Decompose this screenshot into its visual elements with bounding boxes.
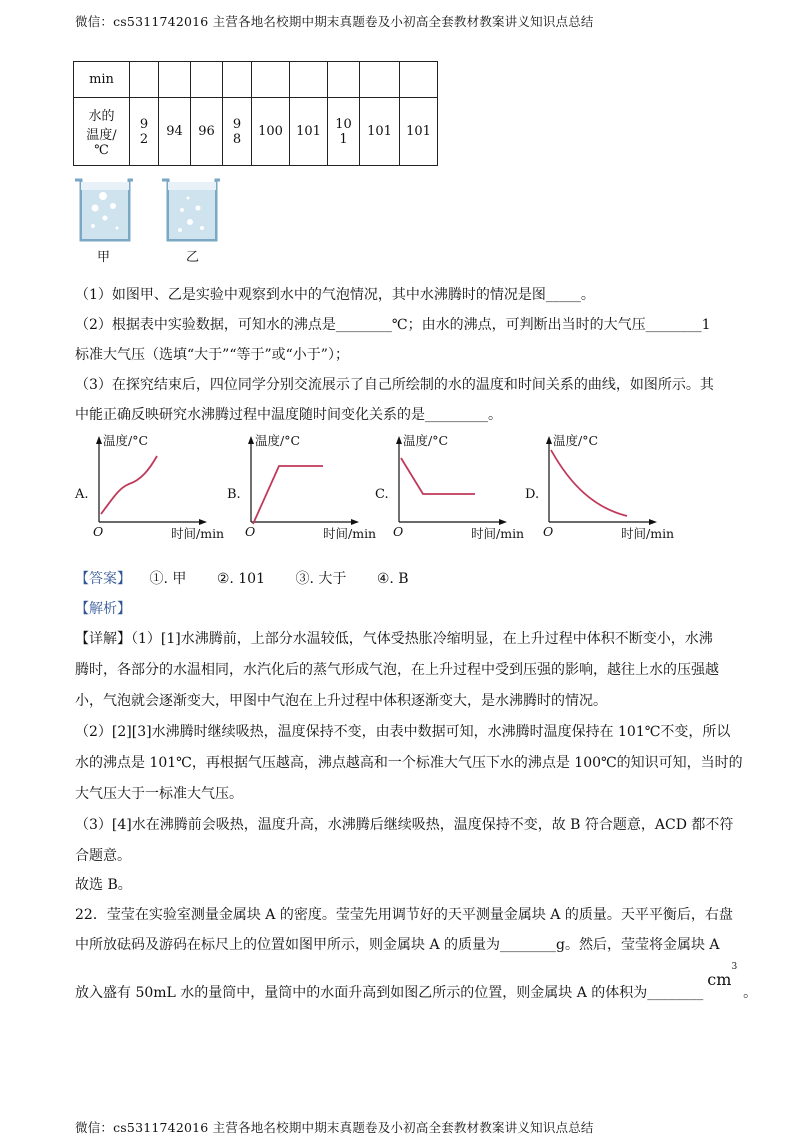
question-22-line3: 放入盛有 50mL 水的量筒中，量筒中的水面升高到如图乙所示的位置，则金属块 A 的体积为$\_\_\_\_\_\_\_\_cm^3$。: [75, 962, 758, 1001]
unit-cm: cm: [707, 970, 732, 989]
graph-curve: [551, 450, 627, 516]
graph-xlabel: 时间/min: [323, 526, 377, 541]
question-2-line1: （2）根据表中实验数据，可知水的沸点是________℃；由水的沸点，可判断出当时的大气压________1: [75, 317, 711, 333]
table-row1-label: min: [74, 62, 130, 98]
question-1: （1）如图甲、乙是实验中观察到水中的气泡情况，其中水沸腾时的情况是图_____。: [75, 287, 595, 303]
answer-item: ①. 甲: [149, 571, 187, 587]
table-cell: 96: [191, 98, 223, 166]
graph-ylabel: 温度/°C: [103, 433, 149, 448]
graph-option-label: C.: [375, 487, 389, 502]
detail-line: 水的沸点是 101℃，再根据气压越高，沸点越高和一个标准大气压下水的沸点是 100℃的知识可知，当时的: [75, 755, 743, 771]
graph-origin: O: [543, 524, 554, 539]
table-cell: 101: [290, 98, 328, 166]
answer-item: ②. 101: [216, 571, 265, 587]
beaker-yi-image: [160, 178, 222, 244]
graph-curve: [253, 466, 323, 524]
graph-curve: [401, 458, 475, 494]
table-cell: 100: [252, 98, 290, 166]
graph-origin: O: [93, 524, 104, 539]
question-22-line1: 22．莹莹在实验室测量金属块 A 的密度。莹莹先用调节好的天平测量金属块 A 的质量。天平平衡后，右盘: [75, 907, 733, 923]
graph-ylabel: 温度/°C: [403, 433, 449, 448]
detail-line: （2）[2][3]水沸腾时继续吸热，温度保持不变，由表中数据可知，水沸腾时温度保持在 101℃不变，所以: [75, 724, 731, 740]
table-cell: 9 2: [130, 98, 159, 166]
detail-line: 合题意。: [75, 848, 131, 864]
table-cell: 94: [159, 98, 191, 166]
graph-xlabel: 时间/min: [171, 526, 225, 541]
answer-item: ③. 大于: [295, 571, 347, 587]
graph-curve: [101, 456, 157, 514]
page-footer: 微信：cs5311742016 主营各地名校期中期末真题卷及小初高全套教材教案讲义知识点总结: [75, 1120, 594, 1135]
table-cell: 10 1: [328, 98, 360, 166]
graph-option-label: D.: [525, 487, 540, 502]
beaker-jia-image: [73, 178, 135, 244]
beaker-yi-label: 乙: [186, 250, 200, 265]
graph-ylabel: 温度/°C: [255, 433, 301, 448]
question-22-line2: 中所放砝码及游码在标尺上的位置如图甲所示，则金属块 A 的质量为________g。然后，莹莹将金属块 A: [75, 937, 720, 953]
temperature-table: [73, 61, 438, 166]
table-row2-label: 水的 温度/ ℃: [74, 98, 130, 166]
graph-origin: O: [245, 524, 256, 539]
answer-tag: 【答案】: [75, 571, 131, 587]
answer-item: ④. B: [376, 571, 409, 587]
table-cell: 9 8: [223, 98, 252, 166]
table-cell: 101: [360, 98, 400, 166]
graph-plot: [95, 436, 207, 526]
question-2-line2: 标准大气压（选填“大于”“等于”或“小于”）；: [75, 347, 349, 363]
graph-plot: [545, 436, 657, 526]
beaker-jia-label: 甲: [97, 250, 111, 265]
graph-origin: O: [393, 524, 404, 539]
graph-ylabel: 温度/°C: [553, 433, 599, 448]
detail-line: 【详解】（1）[1]水沸腾前，上部分水温较低，气体受热胀冷缩明显，在上升过程中体积不断变小，水沸: [75, 631, 713, 647]
graph-xlabel: 时间/min: [621, 526, 675, 541]
detail-line: 小，气泡就会逐渐变大，甲图中气泡在上升过程中体积逐渐变大，是水沸腾时的情况。: [75, 693, 607, 709]
detail-line: 大气压大于一标准大气压。: [75, 786, 243, 802]
detail-line: 故选 B。: [75, 877, 132, 893]
answer-line: [75, 568, 409, 588]
question-3-line1: （3）在探究结束后，四位同学分别交流展示了自己所绘制的水的温度和时间关系的曲线，如图所示。其: [75, 377, 714, 393]
graph-plot: [395, 436, 507, 526]
graph-plot: [247, 436, 359, 526]
page-header: 微信：cs5311742016 主营各地名校期中期末真题卷及小初高全套教材教案讲义知识点总结: [75, 14, 594, 29]
analysis-tag: 【解析】: [75, 601, 131, 617]
graph-option-label: B.: [227, 487, 241, 502]
detail-line: （3）[4]水在沸腾前会吸热，温度升高，水沸腾后继续吸热，温度保持不变，故 B 符合题意，ACD 都不符: [75, 817, 734, 833]
question-3-line2: 中能正确反映研究水沸腾过程中温度随时间变化关系的是_________。: [75, 407, 502, 423]
graph-xlabel: 时间/min: [471, 526, 525, 541]
graph-option-label: A.: [75, 487, 89, 502]
table-cell: 101: [400, 98, 438, 166]
detail-line: 腾时，各部分的水温相同，水汽化后的蒸气形成气泡，在上升过程中受到压强的影响，越往上水的压强越: [75, 662, 719, 678]
